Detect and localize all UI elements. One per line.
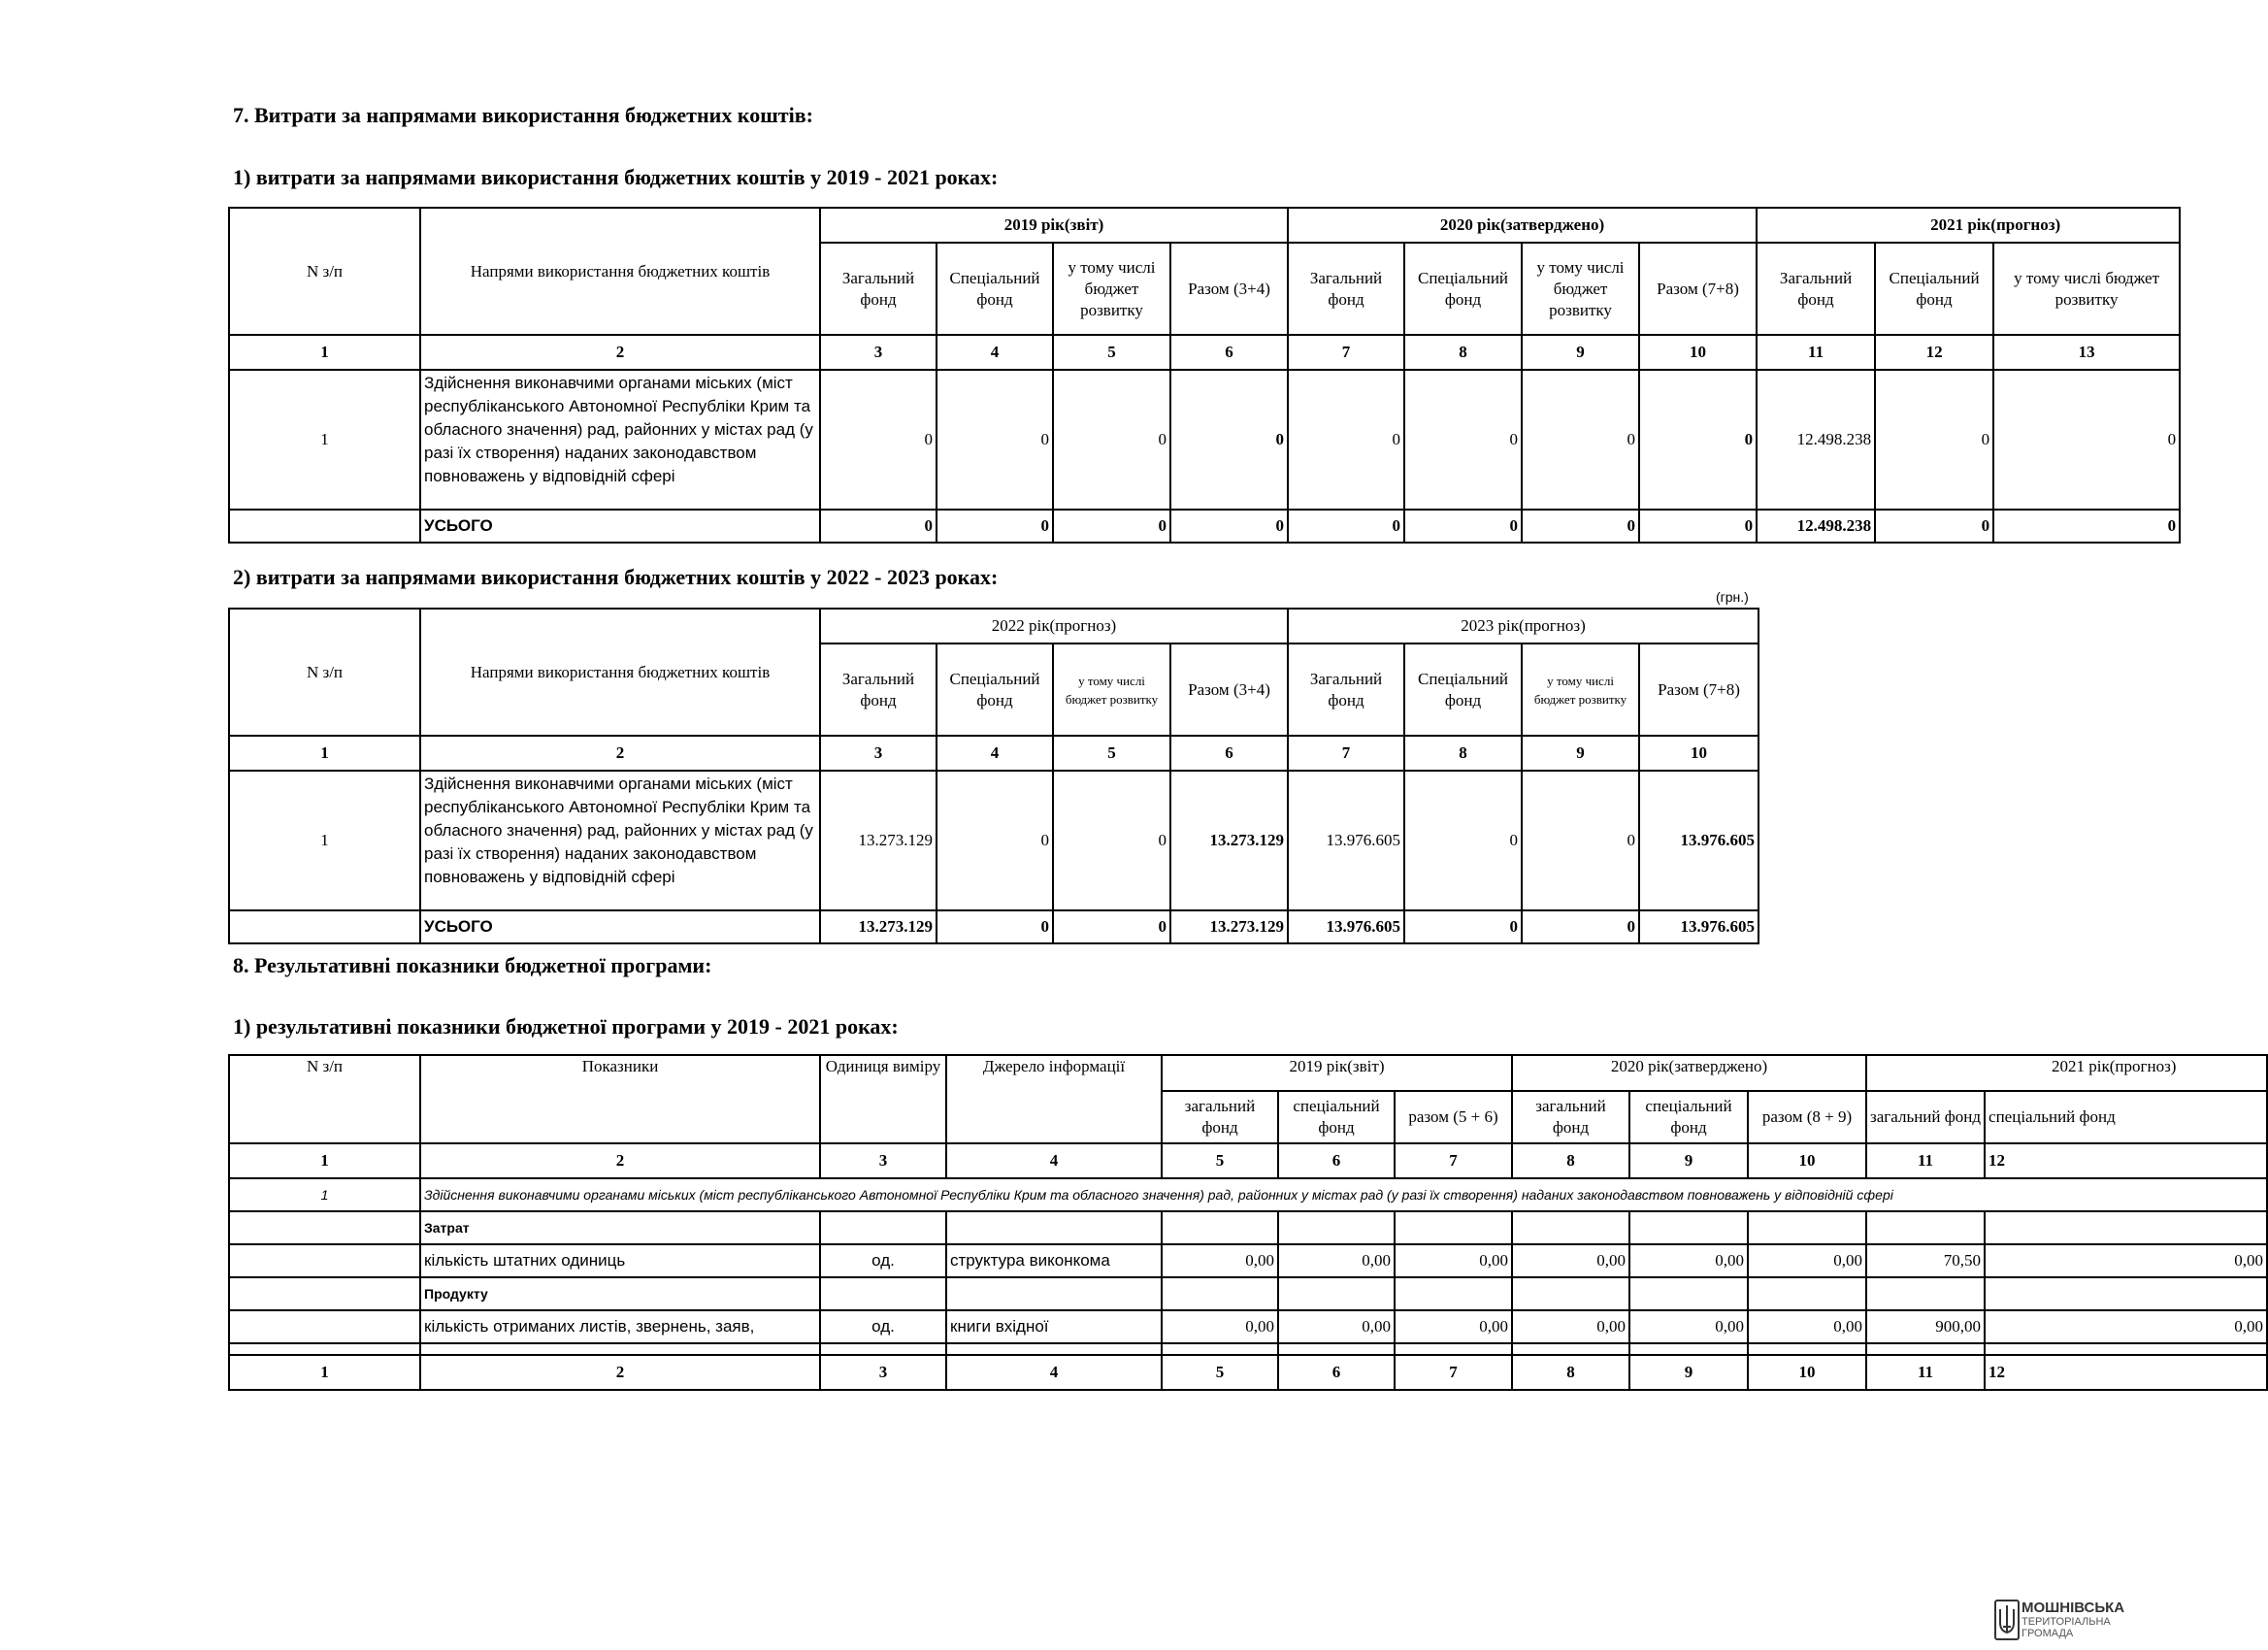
- value-cell: 0,00: [1395, 1310, 1512, 1343]
- value-cell: 0,00: [1278, 1244, 1395, 1277]
- column-number: 5: [1053, 335, 1170, 370]
- empty-cell: [229, 1310, 420, 1343]
- empty-cell: [1629, 1277, 1748, 1310]
- total-value: 0: [820, 510, 937, 543]
- column-number: 2: [420, 1143, 820, 1178]
- empty-cell: [1512, 1343, 1629, 1355]
- total-value: 0: [1639, 510, 1757, 543]
- value-cell: 0: [1875, 370, 1993, 510]
- column-number: 6: [1170, 335, 1288, 370]
- header-sub: Разом (7+8): [1639, 243, 1757, 335]
- total-label: УСЬОГО: [420, 910, 820, 943]
- task-number: 1: [229, 1178, 420, 1211]
- table-row: [229, 1310, 2267, 1343]
- trident-icon: [1994, 1600, 2020, 1640]
- column-number: 1: [229, 736, 420, 771]
- header-year-2019: 2019 рік(звіт): [1162, 1055, 1512, 1091]
- indicator-source: книги вхідної: [946, 1310, 1162, 1343]
- empty-cell: [229, 1277, 420, 1310]
- value-cell: 0,00: [1278, 1310, 1395, 1343]
- empty-cell: [1278, 1211, 1395, 1244]
- header-sub: Спеціальний фонд: [1875, 243, 1993, 335]
- value-cell: 0,00: [1395, 1244, 1512, 1277]
- value-cell: 0: [1170, 370, 1288, 510]
- column-number: 4: [937, 335, 1053, 370]
- value-cell: 0,00: [1985, 1244, 2267, 1277]
- expenses-table-2019-2021: [228, 207, 2181, 544]
- empty-cell: [1866, 1277, 1985, 1310]
- header-sub: Спеціальний фонд: [937, 243, 1053, 335]
- logo-line-2: ТЕРИТОРІАЛЬНА: [2021, 1616, 2111, 1628]
- header-year-2021: 2021 рік(прогноз): [1866, 1055, 2267, 1091]
- column-number: 3: [820, 335, 937, 370]
- table-1-container: [228, 207, 2177, 546]
- empty-cell: [229, 1211, 420, 1244]
- total-value: 0: [1170, 510, 1288, 543]
- header-year-2020: 2020 рік(затверджено): [1512, 1055, 1866, 1091]
- empty-cell: [1629, 1211, 1748, 1244]
- group-row: [229, 1277, 2267, 1310]
- header-sub: у тому числі бюджет розвитку: [1053, 243, 1170, 335]
- empty-cell: [1985, 1277, 2267, 1310]
- value-cell: 0: [1404, 771, 1522, 910]
- empty-cell: [946, 1211, 1162, 1244]
- header-sub: загальний фонд: [1162, 1091, 1278, 1143]
- value-cell: 0: [1522, 771, 1639, 910]
- indicator-source: структура виконкома: [946, 1244, 1162, 1277]
- row-number: 1: [229, 771, 420, 910]
- table-3-container: [228, 1054, 2264, 1403]
- empty-cell: [1278, 1277, 1395, 1310]
- unit-note: (грн.): [1716, 589, 1749, 605]
- value-cell: 0,00: [1512, 1310, 1629, 1343]
- value-cell: 13.273.129: [1170, 771, 1288, 910]
- section-7-heading: 7. Витрати за напрямами використання бюджетних коштів:: [233, 103, 813, 127]
- community-logo: [1994, 1600, 2130, 1642]
- task-text: Здійснення виконавчими органами міських (міст республіканського Автономної Республіки Крим та обласного значення) рад, районних у містах рад (у разі їх створення) наданих законодавством повноважень у відповідній сфері: [420, 1178, 2267, 1211]
- header-sub: загальний фонд: [1512, 1091, 1629, 1143]
- table-row: [229, 771, 1759, 910]
- value-cell: 0,00: [1985, 1310, 2267, 1343]
- value-cell: 0,00: [1162, 1310, 1278, 1343]
- header-unit: Одиниця виміру: [820, 1055, 946, 1143]
- header-source: Джерело інформації: [946, 1055, 1162, 1143]
- value-cell: 0,00: [1748, 1310, 1866, 1343]
- column-number: 5: [1162, 1355, 1278, 1390]
- total-row: [229, 910, 1759, 943]
- total-label: УСЬОГО: [420, 510, 820, 543]
- value-cell: 0: [820, 370, 937, 510]
- indicator-name: кількість отриманих листів, звернень, заяв,: [420, 1310, 820, 1343]
- header-sub: Спеціальний фонд: [937, 644, 1053, 736]
- header-sub: у тому числі бюджет розвитку: [1993, 243, 2180, 335]
- empty-cell: [229, 910, 420, 943]
- column-number: 7: [1288, 335, 1404, 370]
- header-n: N з/п: [229, 1055, 420, 1143]
- column-number: 1: [229, 335, 420, 370]
- header-sub: Загальний фонд: [820, 243, 937, 335]
- column-number: 8: [1404, 736, 1522, 771]
- total-value: 0: [1404, 510, 1522, 543]
- row-direction: Здійснення виконавчими органами міських (міст республіканського Автономної Республіки Крим та обласного значення) рад, районних у містах рад (у разі їх створення) наданих законодавством повноважень у відповідній сфері: [420, 771, 820, 910]
- column-number: 1: [229, 1355, 420, 1390]
- value-cell: 0: [1288, 370, 1404, 510]
- column-number: 8: [1512, 1355, 1629, 1390]
- empty-cell: [229, 1343, 420, 1355]
- empty-cell: [1162, 1343, 1278, 1355]
- column-number: 11: [1866, 1143, 1985, 1178]
- expenses-table-2022-2023: [228, 608, 1759, 944]
- column-number: 5: [1162, 1143, 1278, 1178]
- empty-cell: [1985, 1343, 2267, 1355]
- header-sub: Загальний фонд: [1288, 644, 1404, 736]
- column-number: 10: [1639, 335, 1757, 370]
- total-value: 0: [1053, 510, 1170, 543]
- total-value: 13.273.129: [1170, 910, 1288, 943]
- column-number: 6: [1278, 1143, 1395, 1178]
- header-year-2019: 2019 рік(звіт): [820, 208, 1288, 243]
- total-value: 0: [1288, 510, 1404, 543]
- total-value: 12.498.238: [1757, 510, 1875, 543]
- column-number: 9: [1629, 1355, 1748, 1390]
- empty-cell: [1866, 1343, 1985, 1355]
- empty-cell: [420, 1343, 820, 1355]
- empty-cell: [1162, 1277, 1278, 1310]
- column-number: 10: [1639, 736, 1759, 771]
- empty-cell: [946, 1277, 1162, 1310]
- total-value: 13.976.605: [1288, 910, 1404, 943]
- header-n: N з/п: [229, 609, 420, 736]
- value-cell: 0,00: [1629, 1244, 1748, 1277]
- total-value: 0: [937, 910, 1053, 943]
- header-sub: Разом (7+8): [1639, 644, 1759, 736]
- header-year-2020: 2020 рік(затверджено): [1288, 208, 1757, 243]
- header-sub: разом (5 + 6): [1395, 1091, 1512, 1143]
- header-year-2021: 2021 рік(прогноз): [1757, 208, 2180, 243]
- group-label-costs: Затрат: [420, 1211, 820, 1244]
- empty-cell: [1866, 1211, 1985, 1244]
- value-cell: 0,00: [1748, 1244, 1866, 1277]
- header-year-2022: 2022 рік(прогноз): [820, 609, 1288, 644]
- indicator-unit: од.: [820, 1310, 946, 1343]
- section-7-subheading-2: 2) витрати за напрямами використання бюджетних коштів у 2022 - 2023 роках:: [233, 565, 999, 589]
- value-cell: 0: [1993, 370, 2180, 510]
- column-number: 10: [1748, 1143, 1866, 1178]
- column-number: 2: [420, 1355, 820, 1390]
- indicators-table-2019-2021: [228, 1054, 2268, 1391]
- column-number: 3: [820, 1355, 946, 1390]
- header-sub: Загальний фонд: [1757, 243, 1875, 335]
- logo-line-3: ГРОМАДА: [2021, 1628, 2074, 1639]
- empty-cell: [1512, 1277, 1629, 1310]
- header-sub: у тому числі бюджет розвитку: [1053, 644, 1170, 736]
- value-cell: 13.976.605: [1639, 771, 1759, 910]
- empty-cell: [946, 1343, 1162, 1355]
- column-number: 13: [1993, 335, 2180, 370]
- empty-cell: [1512, 1211, 1629, 1244]
- section-8-heading: 8. Результативні показники бюджетної програми:: [233, 953, 712, 977]
- column-number: 11: [1866, 1355, 1985, 1390]
- column-number: 2: [420, 335, 820, 370]
- empty-cell: [1748, 1277, 1866, 1310]
- value-cell: 13.273.129: [820, 771, 937, 910]
- header-sub: Загальний фонд: [820, 644, 937, 736]
- column-number: 6: [1278, 1355, 1395, 1390]
- column-number: 6: [1170, 736, 1288, 771]
- value-cell: 0,00: [1162, 1244, 1278, 1277]
- total-value: 0: [937, 510, 1053, 543]
- header-year-2023: 2023 рік(прогноз): [1288, 609, 1759, 644]
- value-cell: 0: [1053, 370, 1170, 510]
- value-cell: 12.498.238: [1757, 370, 1875, 510]
- table-row: [229, 370, 2180, 510]
- total-value: 0: [1993, 510, 2180, 543]
- header-sub: Разом (3+4): [1170, 243, 1288, 335]
- header-n: N з/п: [229, 208, 420, 335]
- header-sub: разом (8 + 9): [1748, 1091, 1866, 1143]
- value-cell: 900,00: [1866, 1310, 1985, 1343]
- value-cell: 0: [1053, 771, 1170, 910]
- empty-cell: [1162, 1211, 1278, 1244]
- empty-cell: [820, 1343, 946, 1355]
- spacer-row: [229, 1343, 2267, 1355]
- value-cell: 0: [937, 370, 1053, 510]
- header-sub: Разом (3+4): [1170, 644, 1288, 736]
- empty-cell: [820, 1277, 946, 1310]
- column-number: 4: [937, 736, 1053, 771]
- empty-cell: [1748, 1343, 1866, 1355]
- header-sub: загальний фонд: [1866, 1091, 1985, 1143]
- column-number: 9: [1522, 335, 1639, 370]
- total-value: 13.273.129: [820, 910, 937, 943]
- empty-cell: [1985, 1211, 2267, 1244]
- total-value: 0: [1522, 910, 1639, 943]
- task-row: [229, 1178, 2267, 1211]
- section-8-subheading-1: 1) результативні показники бюджетної програми у 2019 - 2021 роках:: [233, 1014, 899, 1039]
- column-number: 8: [1404, 335, 1522, 370]
- column-number: 7: [1288, 736, 1404, 771]
- row-direction: Здійснення виконавчими органами міських (міст республіканського Автономної Республіки Крим та обласного значення) рад, районних у містах рад (у разі їх створення) наданих законодавством повноважень у відповідній сфері: [420, 370, 820, 510]
- column-number: 12: [1985, 1143, 2267, 1178]
- header-directions: Напрями використання бюджетних коштів: [420, 208, 820, 335]
- logo-line-1: МОШНІВСЬКА: [2021, 1600, 2125, 1616]
- header-sub: спеціальний фонд: [1278, 1091, 1395, 1143]
- column-number: 11: [1757, 335, 1875, 370]
- header-sub: Спеціальний фонд: [1404, 243, 1522, 335]
- column-number: 7: [1395, 1355, 1512, 1390]
- column-number: 2: [420, 736, 820, 771]
- indicator-name: кількість штатних одиниць: [420, 1244, 820, 1277]
- header-sub: у тому числі бюджет розвитку: [1522, 243, 1639, 335]
- column-number: 12: [1875, 335, 1993, 370]
- header-sub: Загальний фонд: [1288, 243, 1404, 335]
- header-sub: спеціальний фонд: [1629, 1091, 1748, 1143]
- column-number: 10: [1748, 1355, 1866, 1390]
- column-number: 9: [1629, 1143, 1748, 1178]
- value-cell: 13.976.605: [1288, 771, 1404, 910]
- empty-cell: [1278, 1343, 1395, 1355]
- value-cell: 0: [1639, 370, 1757, 510]
- column-number: 12: [1985, 1355, 2267, 1390]
- column-number: 7: [1395, 1143, 1512, 1178]
- group-label-product: Продукту: [420, 1277, 820, 1310]
- value-cell: 70,50: [1866, 1244, 1985, 1277]
- value-cell: 0,00: [1629, 1310, 1748, 1343]
- row-number: 1: [229, 370, 420, 510]
- column-number: 4: [946, 1355, 1162, 1390]
- column-number: 3: [820, 1143, 946, 1178]
- header-indicators: Показники: [420, 1055, 820, 1143]
- total-value: 13.976.605: [1639, 910, 1759, 943]
- total-value: 0: [1522, 510, 1639, 543]
- table-row: [229, 1244, 2267, 1277]
- value-cell: 0: [1522, 370, 1639, 510]
- empty-cell: [229, 510, 420, 543]
- value-cell: 0: [1404, 370, 1522, 510]
- group-row: [229, 1211, 2267, 1244]
- header-directions: Напрями використання бюджетних коштів: [420, 609, 820, 736]
- total-row: [229, 510, 2180, 543]
- header-sub: Спеціальний фонд: [1404, 644, 1522, 736]
- total-value: 0: [1053, 910, 1170, 943]
- column-number: 1: [229, 1143, 420, 1178]
- empty-cell: [1748, 1211, 1866, 1244]
- header-sub: у тому числі бюджет розвитку: [1522, 644, 1639, 736]
- empty-cell: [229, 1244, 420, 1277]
- empty-cell: [1629, 1343, 1748, 1355]
- empty-cell: [1395, 1343, 1512, 1355]
- indicator-unit: од.: [820, 1244, 946, 1277]
- column-number: 5: [1053, 736, 1170, 771]
- table-2-container: [228, 608, 1761, 947]
- value-cell: 0: [937, 771, 1053, 910]
- value-cell: 0,00: [1512, 1244, 1629, 1277]
- column-number: 8: [1512, 1143, 1629, 1178]
- section-7-subheading-1: 1) витрати за напрямами використання бюджетних коштів у 2019 - 2021 роках:: [233, 165, 999, 189]
- column-number: 4: [946, 1143, 1162, 1178]
- column-number: 9: [1522, 736, 1639, 771]
- total-value: 0: [1404, 910, 1522, 943]
- empty-cell: [1395, 1211, 1512, 1244]
- empty-cell: [1395, 1277, 1512, 1310]
- column-number: 3: [820, 736, 937, 771]
- header-sub: спеціальний фонд: [1985, 1091, 2267, 1143]
- empty-cell: [820, 1211, 946, 1244]
- total-value: 0: [1875, 510, 1993, 543]
